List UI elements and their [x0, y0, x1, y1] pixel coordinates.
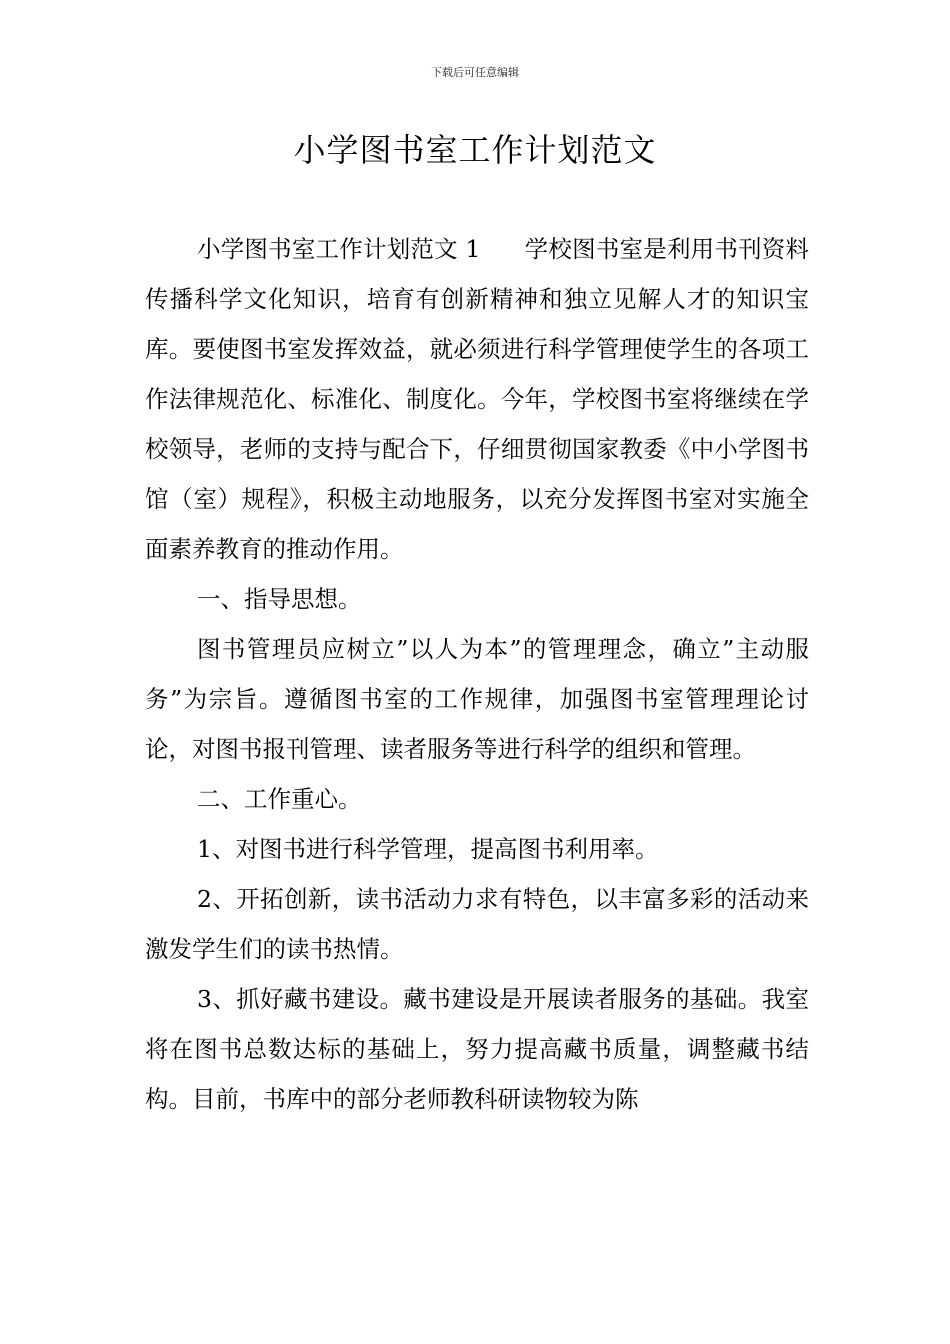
intro-paragraph	[145, 224, 809, 574]
guiding-ideology-paragraph: 图书管理员应树立”以人为本”的管理理念，确立”主动服务”为宗旨。遵循图书室的工作规律，加强图书室管理理论讨论，对图书报刊管理、读者服务等进行科学的组织和管理。	[145, 635, 809, 763]
intro-text: 学校图书室是利用书刊资料传播科学文化知识，培育有创新精神和独立见解人才的知识宝库。要使图书室发挥效益，就必须进行科学管理使学生的各项工作法律规范化、标准化、制度化。今年，学校图书室将继续在学校领导，老师的支持与配合下，仔细贯彻国家教委《中小学图书馆（室）规程》，积极主动地服务，以充分发挥图书室对实施全面素养教育的推动作用。	[145, 235, 810, 563]
section-heading-guiding-ideology: 一、指导思想。	[197, 585, 362, 613]
work-focus-item-1: 1、对图书进行科学管理，提高图书利用率。	[197, 835, 659, 863]
work-focus-item-2: 2、开拓创新，读书活动力求有特色，以丰富多彩的活动来激发学生们的读书热情。	[145, 885, 809, 963]
section-heading-work-focus: 二、工作重心。	[197, 785, 362, 813]
intro-label: 小学图书室工作计划范文 1	[197, 235, 481, 263]
header-note: 下载后可任意编辑	[431, 66, 519, 79]
document-title: 小学图书室工作计划范文	[293, 131, 657, 169]
document-body	[145, 224, 809, 1124]
work-focus-item-3: 3、抓好藏书建设。藏书建设是开展读者服务的基础。我室将在图书总数达标的基础上，努力提高藏书质量，调整藏书结构。目前，书库中的部分老师教科研读物较为陈	[145, 985, 809, 1113]
